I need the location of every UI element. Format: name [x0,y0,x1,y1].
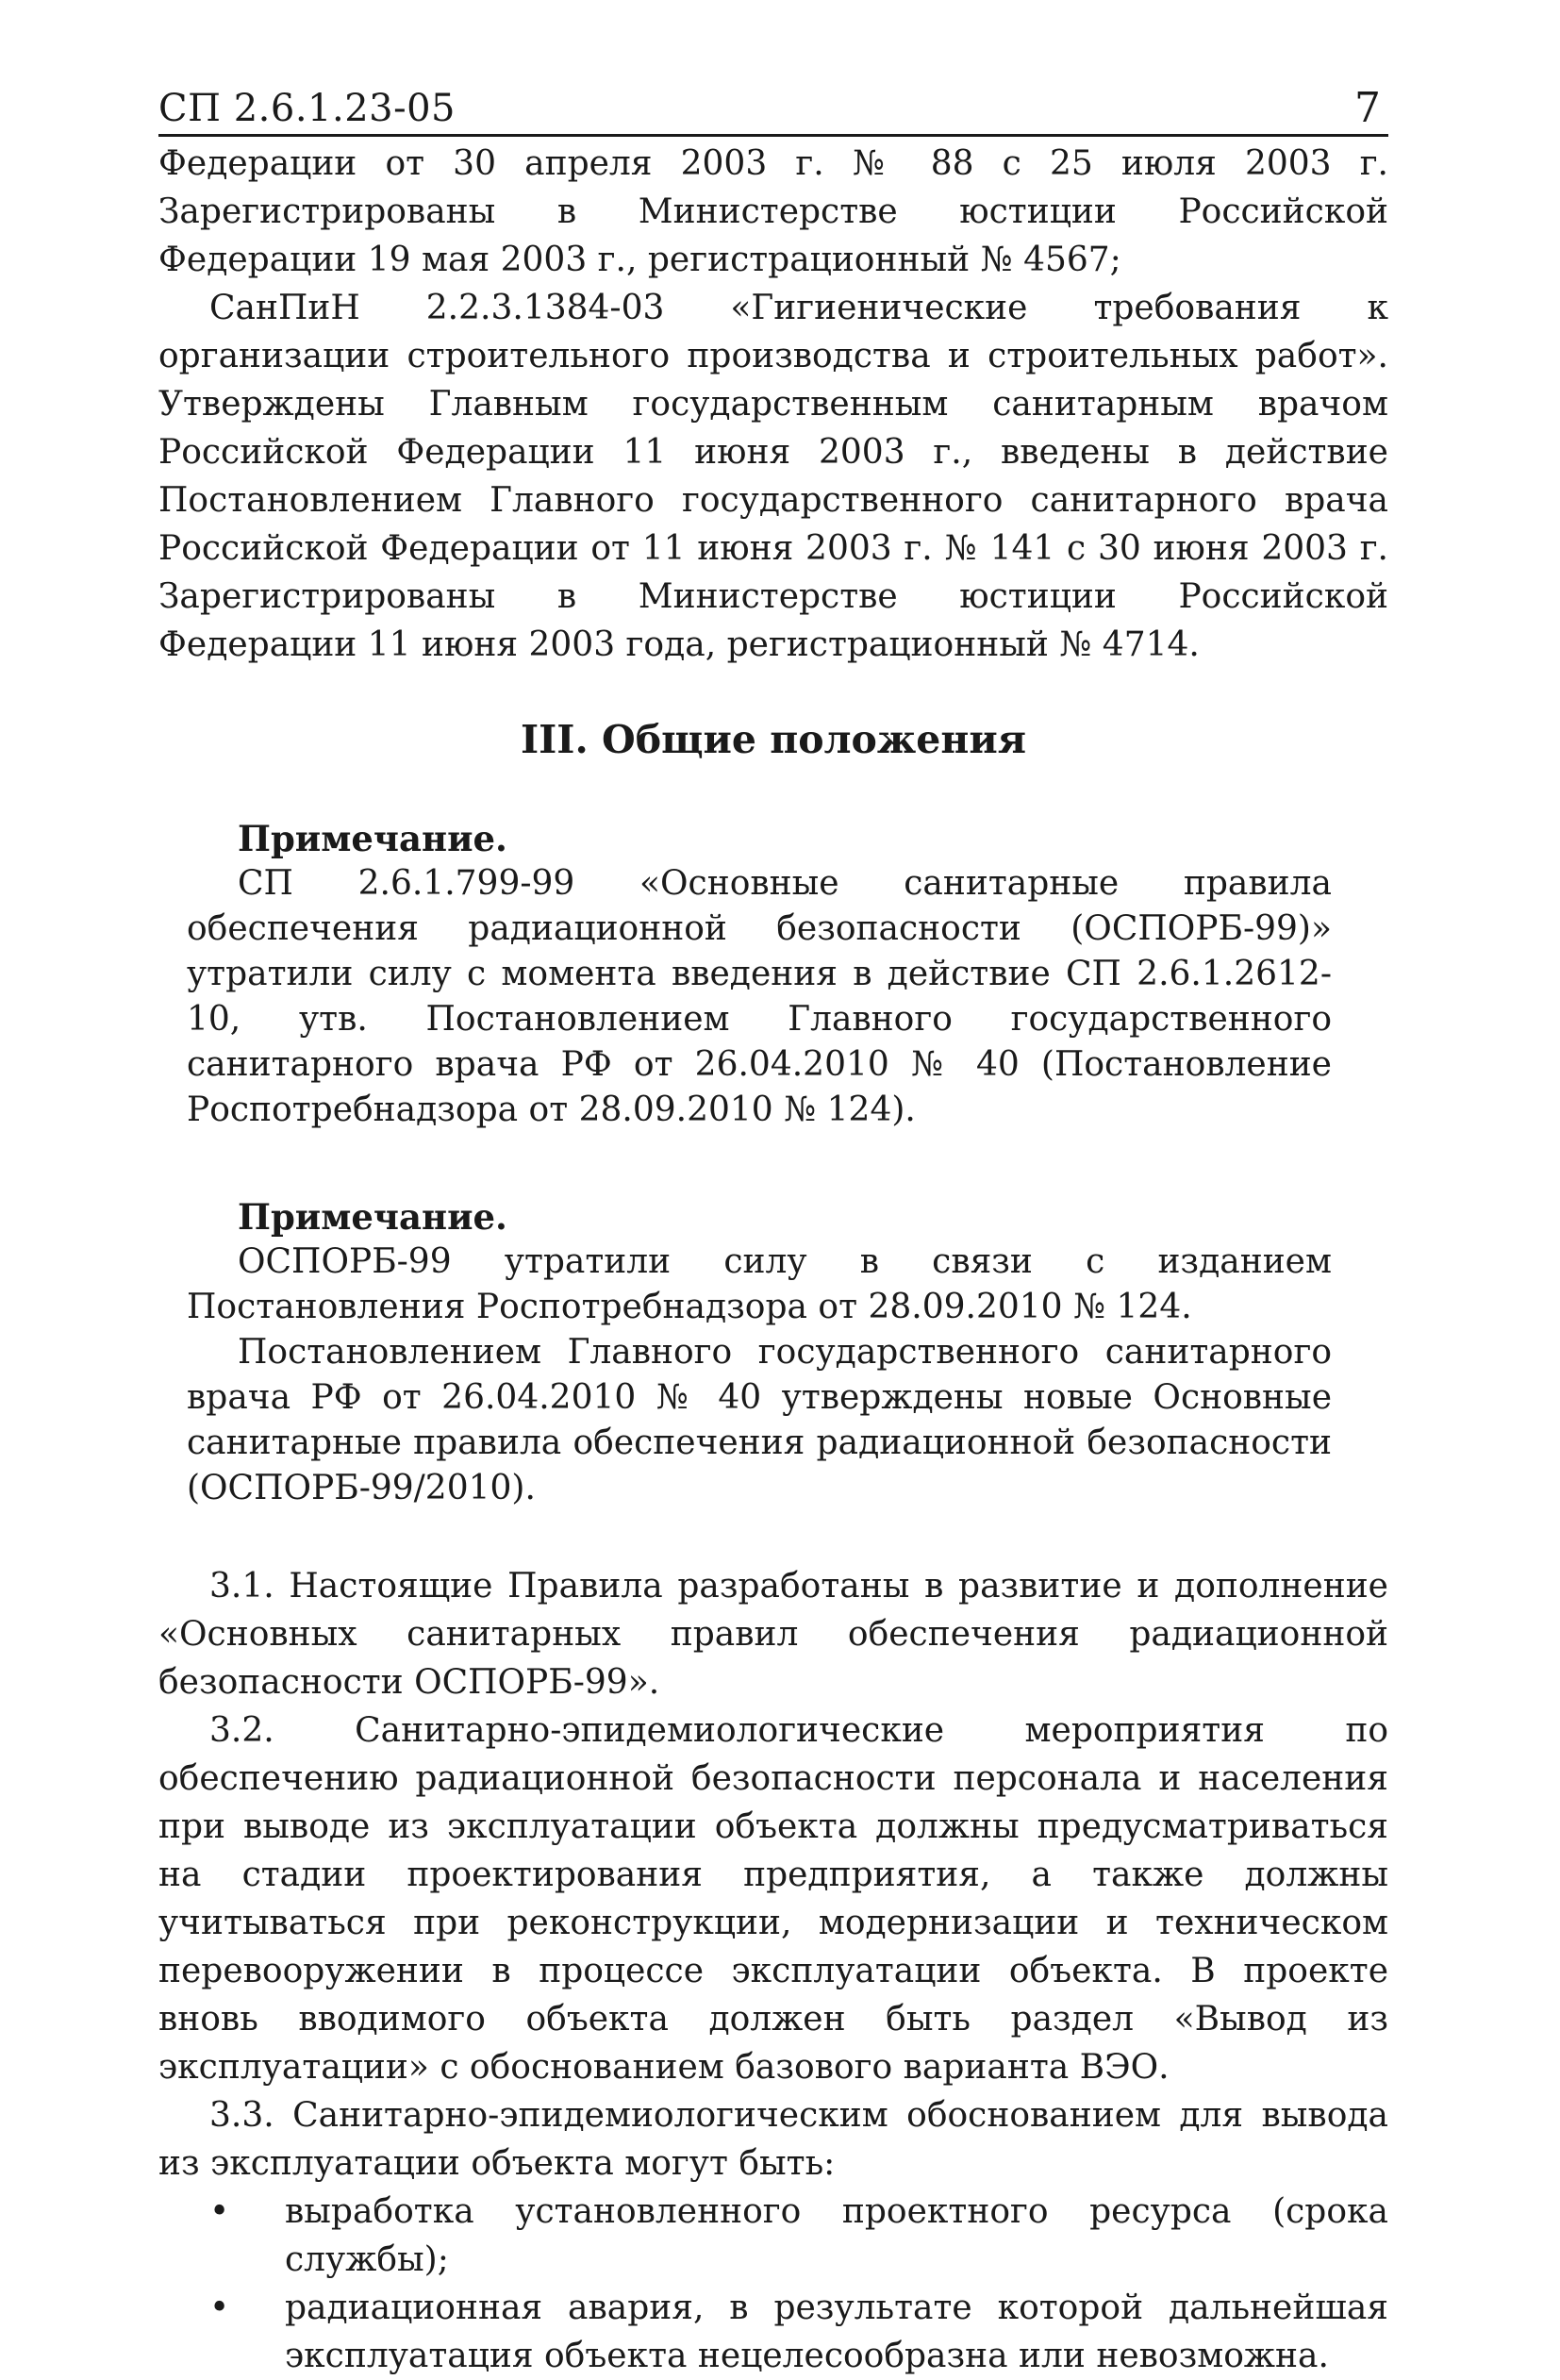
paragraph-continuation: Федерации от 30 апреля 2003 г. № 88 с 25 июля 2003 г. Зарегистрированы в Министерстве юстиции Российской Федерации 19 мая 2003 г., регистрационный № 4567; [158,144,1388,279]
list-item-text: выработка установленного проектного ресурса (срока службы); [285,2192,1388,2279]
clause-3-2: 3.2. Санитарно-эпидемиологические мероприятия по обеспечению радиационной безопасности персонала и населения при выводе из эксплуатации объекта должны предусматриваться на стадии проектирования предприятия, а также должны учитываться при реконструкции, модернизации и техническом перевооружении в процессе эксплуатации объекта. В проекте вновь вводимого объекта должен быть раздел «Вывод из эксплуатации» с обоснованием базового варианта ВЭО. [158,1711,1388,2087]
page-number: 7 [1354,84,1381,132]
note-text: ОСПОРБ-99 утратили силу в связи с изданием Постановления Роспотребнадзора от 28.09.2010 № 124. [187,1242,1332,1326]
list-item [158,2284,1388,2380]
paragraph-sanpin: СанПиН 2.2.3.1384-03 «Гигиенические требования к организации строительного производства и строительных работ». Утверждены Главным государственным санитарным врачом Российской Федерации 11 июня 2003 г., введены в действие Постановлением Главного государственного санитарного врача Российской Федерации от 11 июня 2003 г. № 141 с 30 июня 2003 г. Зарегистрированы в Министерстве юстиции Российской Федерации 11 июня 2003 года, регистрационный № 4714. [158,289,1388,664]
bullet-icon: • [209,2192,230,2231]
note-block-2 [158,1195,1388,1511]
section-heading: III. Общие положения [520,717,1027,762]
list-item-text: радиационная авария, в результате которой дальнейшая эксплуатация объекта нецелесообразна или невозможна. [285,2288,1388,2375]
clause-3-1: 3.1. Настоящие Правила разработаны в развитие и дополнение «Основных санитарных правил обеспечения радиационной безопасности ОСПОРБ-99». [158,1567,1388,1702]
note-title: Примечание. [238,818,507,859]
note-block-1 [158,817,1388,1133]
clause-3-3: 3.3. Санитарно-эпидемиологическим обоснованием для вывода из эксплуатации объекта могут быть: [158,2096,1388,2183]
list-item [158,2188,1388,2284]
note-text: Постановлением Главного государственного санитарного врача РФ от 26.04.2010 № 40 утверждены новые Основные санитарные правила обеспечения радиационной безопасности (ОСПОРБ-99/2010). [187,1333,1332,1507]
note-title: Примечание. [238,1196,507,1238]
running-header [158,77,1388,137]
grounds-list [158,2188,1388,2380]
bullet-icon: • [209,2288,230,2327]
document-code: СП 2.6.1.23-05 [158,87,456,130]
page-body [158,140,1388,2380]
note-text: СП 2.6.1.799-99 «Основные санитарные правила обеспечения радиационной безопасности (ОСПОРБ-99)» утратили силу с момента введения в действие СП 2.6.1.2612-10, утв. Постановлением Главного государственного санитарного врача РФ от 26.04.2010 № 40 (Постановление Роспотребнадзора от 28.09.2010 № 124). [187,864,1332,1129]
